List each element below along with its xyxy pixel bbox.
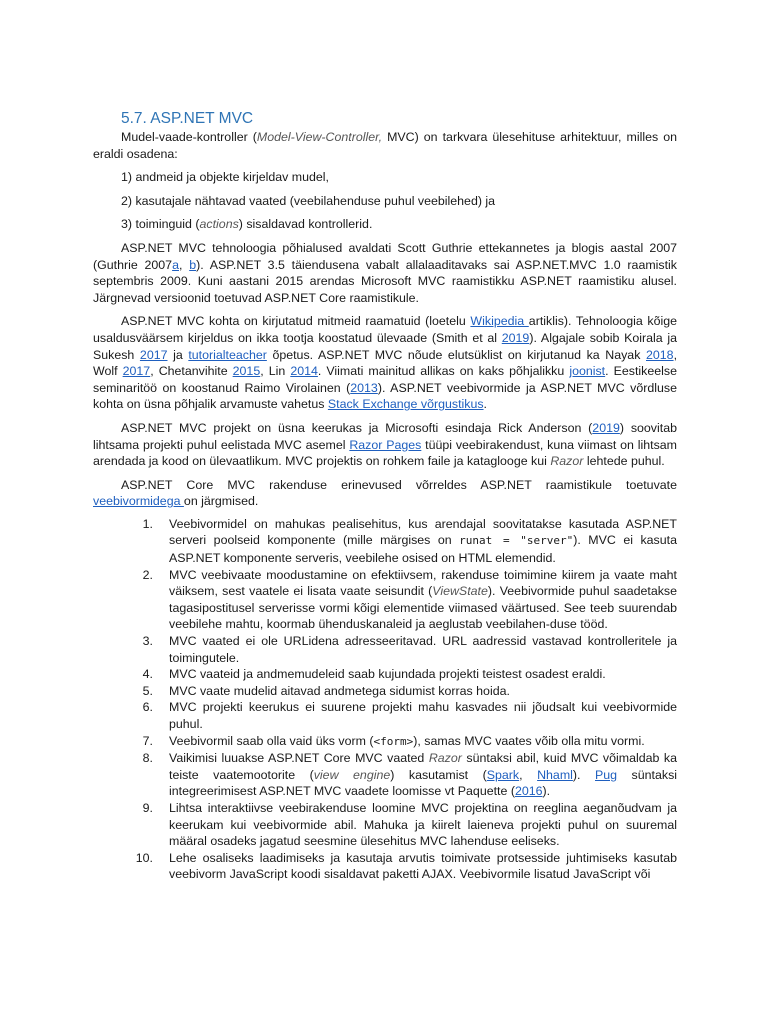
inline-code: <form>: [373, 734, 414, 748]
list-number: 5.: [142, 683, 153, 698]
p3-text: lehtede puhul.: [583, 454, 665, 469]
list-item: [93, 850, 677, 883]
p2-text: ). Algajale sobib Koirala ja Sukesh: [93, 330, 677, 362]
inline-code: runat = "server": [459, 534, 574, 548]
item3-em: actions: [199, 217, 239, 232]
component-item-1: 1) andmeid ja objekte kirjeldav mudel,: [121, 170, 329, 185]
list-item: [93, 666, 677, 683]
list-number: 7.: [142, 733, 153, 748]
list-item: [93, 800, 677, 850]
list-number: 9.: [142, 800, 153, 815]
list-number: 1.: [142, 516, 153, 531]
intro-em: Model-View-Controller,: [256, 130, 383, 144]
list-text: MVC projekti keerukus ei suurene projekti mahu kasvades nii jõudsalt kui veebivormide puhul.: [169, 700, 677, 731]
chetanvihite-2015-link[interactable]: 2015: [232, 364, 261, 379]
wikipedia-link[interactable]: Wikipedia: [470, 314, 529, 329]
list-text: süntaksi integreerimisest ASP.NET MVC vaadete loomisse vt Paquette (: [169, 767, 678, 799]
intro-text-b: MVC) on tarkvara ülesehituse arhitektuur, milles on eraldi osadena:: [93, 130, 677, 161]
virolainen-2013-link[interactable]: 2013: [350, 380, 378, 395]
list-number: 4.: [142, 667, 153, 682]
list-item: [93, 750, 677, 800]
list-number: 8.: [142, 751, 153, 766]
paquette-2016-link[interactable]: 2016: [514, 784, 543, 799]
p3-text: ) soovitab lihtsama projekti puhul eelistada MVC asemel: [93, 420, 677, 452]
list-text: ) kasutamist (: [390, 767, 487, 782]
list-text: ).: [572, 767, 595, 782]
list-item: [93, 683, 677, 700]
lin-2014-link[interactable]: 2014: [290, 364, 318, 379]
list-text: MVC veebivaate moodustamine on efektiivsem, rakenduse toimimine kiirem ja vaate maht väiksem, sest vaatele ei lisata vaate seisundit (: [169, 567, 677, 599]
p2-text: . Viimati mainitud allikas on kaks põhjalikku: [317, 364, 570, 379]
list-number: 3.: [142, 634, 153, 649]
p3-text: tüüpi veebirakendust, kuna viimast on lihtsam arendada ja kood on ülevaatlikum. MVC projektis on rohkem faile ja kataglooge kui: [93, 437, 677, 469]
joonist-link[interactable]: joonist: [569, 364, 606, 379]
list-text: ).: [542, 784, 551, 799]
intro-text-a: Mudel-vaade-kontroller (: [121, 130, 257, 144]
list-number: 2.: [142, 567, 153, 582]
item3-text-b: ) sisaldavad kontrollerid.: [238, 217, 373, 232]
differences-paragraph: [93, 477, 677, 510]
page-content: [93, 109, 677, 883]
guthrie-link-a[interactable]: a: [172, 257, 179, 272]
literature-paragraph: [93, 313, 677, 413]
list-number: 10.: [135, 850, 153, 865]
p2-text: ASP.NET MVC kohta on kirjutatud mitmeid raamatuid (loetelu: [121, 314, 471, 329]
list-item: [93, 516, 677, 567]
p1-text-b: ). ASP.NET 3.5 täiendusena vabalt allalaaditavaks sai ASP.NET.MVC 1.0 raamistik septembris 2009. Kuni aastani 2015 arendas Microsoft MVC raamistikku ASP.NET raamistiku alusel. Järgnevad versioonid toetuvad ASP.NET Core raamistikule.: [93, 257, 677, 305]
list-number: 6.: [142, 700, 153, 715]
wolf-2017-link[interactable]: 2017: [122, 364, 151, 379]
list-text: ). Veebivormide puhul saadetakse tagasipostitusel serverisse vormi kõigi elementide viimased väärtused. See teeb suurendab veebilehe mahtu, koormab ühenduskanaleid ja aeglustab veebilahen-duse tööd.: [169, 584, 677, 632]
list-text: Vaikimisi luuakse ASP.NET Core MVC vaated: [169, 751, 429, 766]
guthrie-link-b[interactable]: b: [189, 257, 197, 272]
viewstate-em: ViewState: [432, 584, 488, 599]
view-engine-em: view engine: [313, 767, 391, 782]
razor-pages-link[interactable]: Razor Pages: [349, 437, 422, 452]
list-text: ,: [519, 767, 538, 782]
list-text: MVC vaated ei ole URLidena adresseeritavad. URL aadressid vastavad kontrolleritele ja toimingutele.: [169, 634, 677, 665]
smith-2019-link[interactable]: 2019: [501, 330, 530, 345]
history-paragraph: [93, 240, 677, 306]
component-item-3: [121, 216, 677, 233]
pug-link[interactable]: Pug: [595, 767, 618, 782]
nhaml-link[interactable]: Nhaml: [537, 767, 573, 782]
list-item: [93, 567, 677, 633]
p2-text: ja: [167, 347, 189, 362]
p2-text: , Lin: [260, 364, 291, 379]
razor-em: Razor: [550, 454, 584, 469]
veebivormidega-link[interactable]: veebivormidega: [93, 494, 184, 509]
p2-text: artiklis). Tehnoloogia kõige usaldusväärsem kirjeldus on ikka tootja koostatud ülevaade (Smith et al: [93, 314, 678, 345]
list-item: [93, 733, 677, 751]
stack-exchange-link[interactable]: Stack Exchange võrgustikus: [327, 397, 484, 412]
differences-list: [93, 516, 677, 883]
list-item: [93, 633, 677, 666]
item3-text-a: 3) toiminguid (: [121, 217, 200, 232]
p2-text: , Chetanvihite: [150, 364, 233, 379]
koirala-2017-link[interactable]: 2017: [139, 347, 168, 362]
list-text: ), samas MVC vaates võib olla mitu vormi.: [413, 733, 645, 748]
p2-text: ). ASP.NET veebivormide ja ASP.NET MVC võrdluse kohta on üsna põhjalik arvamuste vahetus: [93, 380, 677, 412]
section-heading: 5.7. ASP.NET MVC: [121, 110, 254, 127]
p2-text: õpetus. ASP.NET MVC nõude elutsüklist on kirjutanud ka Nayak: [266, 347, 646, 362]
nayak-2018-link[interactable]: 2018: [645, 347, 674, 362]
list-text: MVC vaateid ja andmemudeleid saab kujundada projekti teistest osadest eraldi.: [169, 667, 606, 682]
list-text: süntaksi abil, kuid MVC võimaldab ka teiste vaatemootorite (: [169, 751, 677, 782]
razor-em: Razor: [428, 751, 462, 766]
list-text: MVC vaate mudelid aitavad andmetega sidumist korras hoida.: [169, 683, 510, 698]
spark-link[interactable]: Spark: [486, 767, 520, 782]
razor-pages-paragraph: [93, 420, 677, 470]
list-text: Veebivormil saab olla vaid üks vorm (: [169, 733, 374, 748]
p4-text: on järgmised.: [183, 494, 259, 509]
anderson-2019-link[interactable]: 2019: [592, 420, 620, 435]
list-text: Lehe osaliseks laadimiseks ja kasutaja arvutis toimivate protsesside juhtimiseks kasutab veebivorm JavaScript koodi sisaldavat paketti AJAX. Veebivormile lisatud JavaScript või: [169, 850, 677, 882]
p3-text: ASP.NET MVC projekt on üsna keerukas ja Microsofti esindaja Rick Anderson (: [121, 420, 593, 435]
component-item-2: 2) kasutajale nähtavad vaated (veebilahenduse puhul veebilehed) ja: [121, 193, 496, 208]
tutorialteacher-link[interactable]: tutorialteacher: [188, 347, 267, 362]
list-item: [93, 699, 677, 732]
list-text: Lihtsa interaktiivse veebirakenduse loomine MVC projektina on reeglina aeganõudvam ja keerukam kui veebivormide abil. Mahuka ja kiirelt laieneva projekti puhul on suuremal määral osadeks jagatud seesmine ülesehitus MVC lahenduse eeliseks.: [169, 800, 677, 849]
intro-paragraph: [93, 129, 677, 162]
list-text: Veebivormidel on mahukas pealisehitus, kus arendajal soovitatakse kasutada ASP.NET serveri poolseid komponente (mille märgises on: [169, 516, 677, 548]
p2-text: .: [483, 397, 487, 412]
p1-sep: ,: [178, 257, 190, 272]
p4-text: ASP.NET Core MVC rakenduse erinevused võrreldes ASP.NET raamistikule toetuvate: [121, 477, 677, 492]
p2-text: , Wolf: [93, 347, 678, 379]
p1-text-a: ASP.NET MVC tehnoloogia põhialused avaldati Scott Guthrie ettekannetes ja blogis aastal 2007 (Guthrie 2007: [93, 240, 677, 272]
list-text: ). MVC ei kasuta ASP.NET komponente serveris, veebilehe osised on HTML elemendid.: [169, 533, 677, 566]
p2-text: . Eestikeelse seminaritöö on koostanud Raimo Virolainen (: [93, 364, 678, 395]
